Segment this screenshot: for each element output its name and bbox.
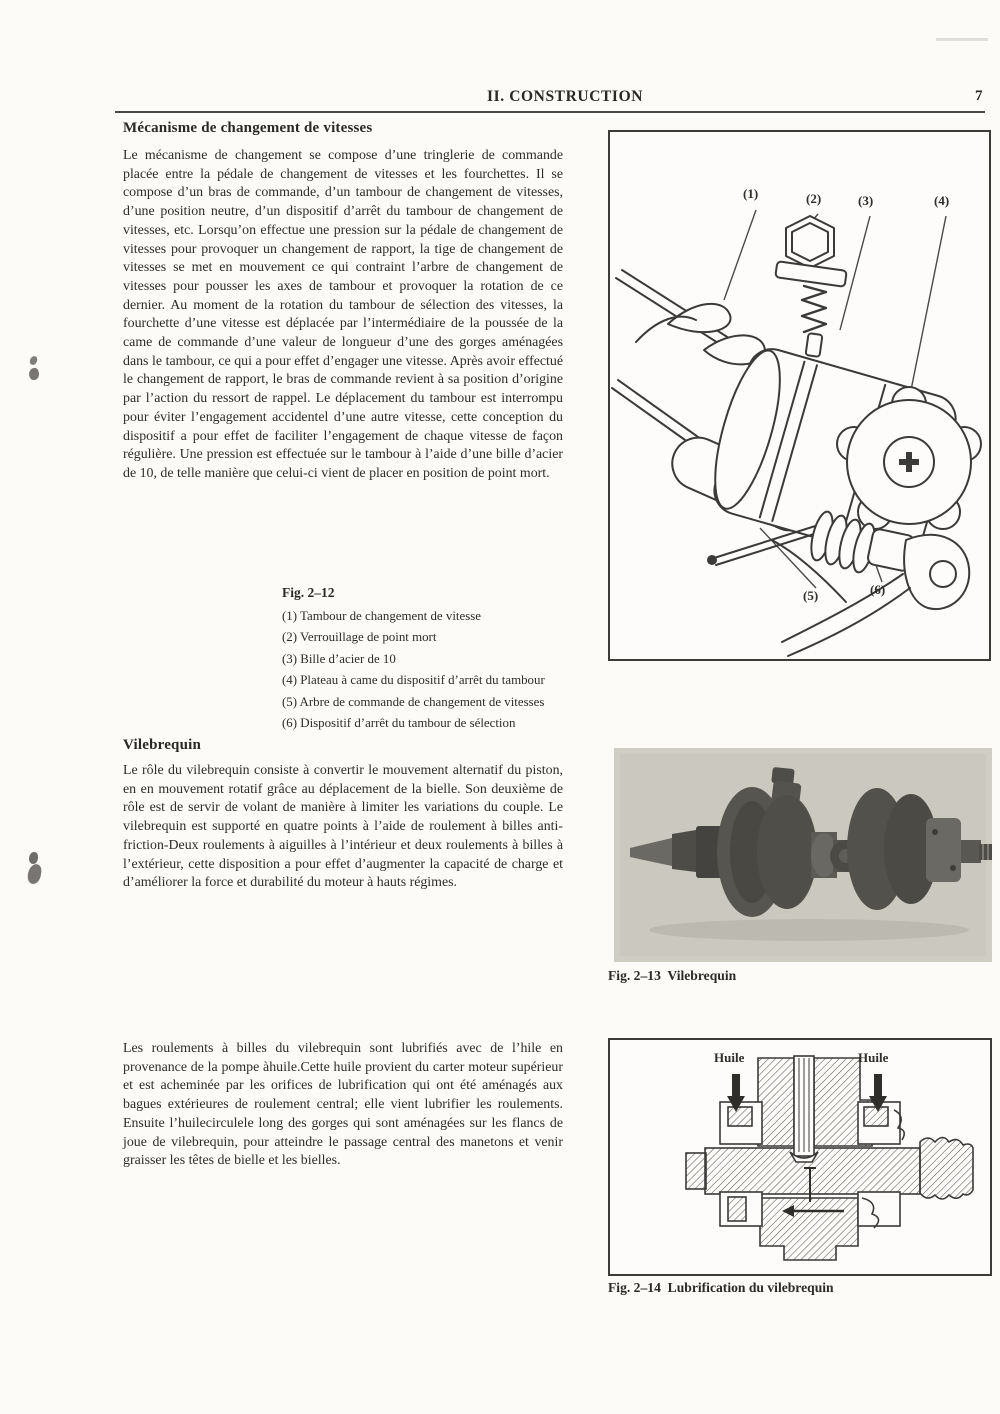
- paragraph-crankshaft: Le rôle du vilebrequin consiste à convertir le mouvement alternatif du piston, en en mouvement rotatif grâce au déplacement de la bielle. Son deuxième de rôle est de servir de volant de manière à limiter les variations du couple. Le vilebrequin est supporté en quatre points à l’aide de roulement à billes anti-friction-Deux roulements à aiguilles à l’intérieur et deux roulements à billes à l’extérieur, cette disposition a pour effet d’augmenter la capacité de charge et d’améliorer la force et durabilité du moteur à hauts régimes.: [123, 763, 563, 891]
- callout-3: (3): [858, 193, 874, 208]
- callout-6: (6): [870, 582, 886, 597]
- ink-blot: [27, 863, 43, 885]
- ink-blot: [28, 367, 40, 381]
- paragraph-gearchange: Le mécanisme de changement se compose d’une tringlerie de commande placée entre la pédale de changement de vitesses et les fourchettes. Il se compose d’un bras de commande, d’un tambour de changement de vitesses, d’une position neutre, d’un dispositif d’arrêt du tambour de changement de vitesses, etc. Lorsqu’on effectue une pression sur la pédale de changement de vitesses pour provoquer un changement de rapport, la tige de changement de vitesses se met en mouvement ce qui contraint l’arbre de changement de vitesses pour pousser les axes de tambour et provoquer la rotation de ce dernier. Au moment de la rotation du tambour de sélection des vitesses, la fourchette d’une vitesse est déplacée par l’intermédiaire de la poussée de la came de commande d’une valeur de longueur d’une des gorges aménagées dans le tambour, ce qui a pour effet d’engager une vitesse. Après avoir effectué le changement de rapport, le bras de commande revient à sa position d’origine par l’action du ressort de rappel. Le déplacement du tambour est interrompu pour éviter l’engagement accidentel d’une autre vitesse, cette conception du dispositif a pour effet de faciliter l’engagement de chaque vitesse de façon régulière. Une pression est effectuée sur le tambour à l’aide d’une bille d’acier de 10, de telle manière que celui-ci vient de placer en position de point mort.: [123, 148, 563, 481]
- page-number: 7: [975, 88, 983, 104]
- legend-item: (5) Arbre de commande de changement de vitesses: [282, 694, 545, 709]
- ink-blot: [29, 355, 38, 366]
- scan-smudge: [936, 38, 988, 41]
- callout-1: (1): [743, 186, 759, 201]
- figure-2-12-drawing: [610, 132, 989, 659]
- fig-2-12-legend-title: Fig. 2–12: [282, 585, 335, 600]
- oil-label-left: Huile: [714, 1050, 745, 1065]
- legend-item: (6) Dispositif d’arrêt du tambour de sélection: [282, 716, 516, 731]
- paragraph-lubrication: Les roulements à billes du vilebrequin sont lubrifiés avec de l’hile en provenance de la pompe àhuile.Cette huile provient du carter moteur supérieur et est acheminée par les orifices de lubrification qui ont été aménagés aux bagues extérieures de roulement central; elle vient lubrifier les roulements. Ensuite l’huilecirculele long des gorges qui sont aménagées sur les flancs de joue de vilebrequin, pour atteindre le passage central des manetons et venir graisser les têtes de bielle et les bielles.: [123, 1041, 563, 1169]
- header-rule: [115, 111, 985, 113]
- figure-2-14-diagram: [610, 1040, 990, 1274]
- figure-2-14-caption: Fig. 2–14 Lubrification du vilebrequin: [608, 1280, 834, 1295]
- legend-item: (2) Verrouillage de point mort: [282, 630, 437, 645]
- callout-5: (5): [803, 588, 819, 603]
- legend-item: (4) Plateau à came du dispositif d’arrêt du tambour: [282, 673, 545, 688]
- section-title-gearchange: Mécanisme de changement de vitesses: [123, 120, 373, 136]
- callout-4: (4): [934, 193, 950, 208]
- callout-2: (2): [806, 191, 822, 206]
- oil-label-right: Huile: [858, 1050, 889, 1065]
- figure-2-12-frame: [608, 130, 991, 661]
- section-title-crankshaft: Vilebrequin: [123, 737, 202, 753]
- page-header-title: II. CONSTRUCTION: [487, 88, 644, 105]
- ink-blot: [29, 852, 38, 864]
- fig-2-12-legend: [282, 606, 545, 734]
- legend-item: (1) Tambour de changement de vitesse: [282, 609, 481, 623]
- legend-item: (3) Bille d’acier de 10: [282, 651, 396, 666]
- figure-2-14-frame: [608, 1038, 992, 1276]
- figure-2-13-photo: [614, 748, 992, 962]
- figure-2-13-caption: Fig. 2–13 Vilebrequin: [608, 968, 737, 983]
